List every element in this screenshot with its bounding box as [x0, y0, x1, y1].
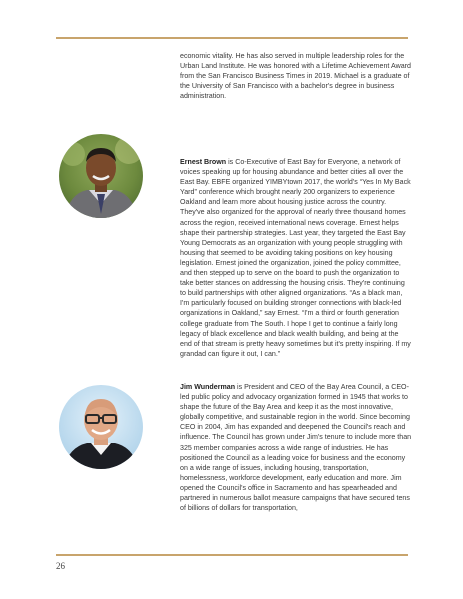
bio-paragraph [180, 382, 412, 513]
bio-continuation-text: economic vitality. He has also served in multiple leadership roles for the Urban Land Institute. He was honored with a Lifetime Achievement Award from the San Francisco Business Times in 2019. Michael is a graduate of the University of San Francisco with a bachelor's degree in business administration. [180, 52, 411, 101]
portrait-jim-wunderman [59, 385, 143, 469]
bio-ernest-brown [180, 157, 412, 359]
bottom-divider-rule [56, 554, 408, 556]
bio-text: is Co-Executive of East Bay for Everyone, a network of voices speaking up for housing abundance and better cities all over the East Bay. EBFE organized YIMBYtown 2017, the world's “Yes In My Back Yard” conference which brought nearly 200 organizers to experience Oakland and learn more about housing justice across the country. They've also organized for the approval of nearly three thousand homes across the region, received international news coverage. Ernest helps shape their partnership strategies. Last year, they targeted the East Bay Young Democrats as an organization with young people struggling with housing that seemed to be avoiding taking positions on key housing legislation. Ernest joined the organization, joined the policy committee, and then stepped up to serve on the board to push the organization to take better stances on addressing the housing crisis. They're continuing to build partnerships with other aligned organizations. “As a black man, I'm particularly focused on building stronger connections with black-led organizations in Oakland,” say Ernest. “I'm a third or fourth generation college graduate from The South. I hope I get to continue a fairly long legacy of black excellence and black wealth building, and being at the end of that stream is pretty heavy sometimes but it's pretty inspiring. If my grandad can figure it out, I can.” [180, 158, 411, 358]
bio-jim-wunderman [180, 382, 412, 513]
page-number: 26 [56, 561, 65, 571]
bio-paragraph [180, 157, 412, 359]
person-photo-icon [59, 134, 143, 218]
bio-continuation [180, 51, 412, 101]
bio-name: Jim Wunderman [180, 383, 236, 391]
bio-name: Ernest Brown [180, 158, 227, 166]
portrait-ernest-brown [59, 134, 143, 218]
top-divider-rule [56, 37, 408, 39]
person-photo-icon [59, 385, 143, 469]
bio-text: is President and CEO of the Bay Area Council, a CEO-led public policy and advocacy organization formed in 1945 that works to shape the future of the Bay Area and keep it as the most innovative, globally competitive, and sustainable region in the world. Since becoming CEO in 2004, Jim has expanded and deepened the Council's reach and influence. The Council has grown under Jim's tenure to include more than 325 member companies across a wide range of industries. He has positioned the Council as a leading voice for business and the economy on a wide range of issues, including housing, transportation, homelessness, workforce development, early education and more. Jim opened the Council's office in Sacramento and has spearheaded and partnered in numerous ballot measure campaigns that have secured tens of billions of dollars for transportation, [180, 383, 412, 513]
